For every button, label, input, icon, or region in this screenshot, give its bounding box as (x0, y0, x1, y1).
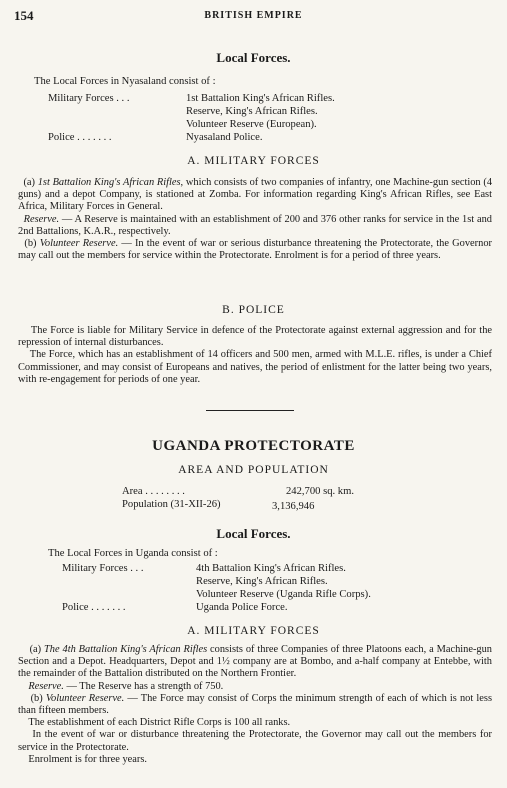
nyasaland-police-label: Police . . . . . . . (48, 132, 112, 143)
uganda-title: UGANDA PROTECTORATE (152, 438, 355, 454)
uganda-military-heading: A. MILITARY FORCES (187, 625, 320, 637)
nyasaland-police-heading: B. POLICE (222, 304, 285, 316)
uganda-police-label: Police . . . . . . . (62, 602, 126, 613)
nyasaland-military-text (18, 177, 492, 262)
para-text: — The Force may consist of Corps the minimum strength of each of which is not less than fifteen members. (18, 692, 492, 717)
nyasaland-military-item: 1st Battalion King's African Rifles. (186, 93, 335, 104)
nyasaland-police-text (18, 325, 492, 386)
para-label: (b) (30, 692, 43, 704)
uganda-military-text (18, 644, 492, 766)
police-para: The Force, which has an establishment of 14 officers and 500 men, armed with M.L.E. rifles, is under a Chief Commissioner, and may consist of Europeans and natives, the period of enlistment for the latter being two years, with re-engagement for periods of one year. (18, 349, 493, 385)
para-text: consists of three Companies of three Platoons each, a Machine-gun Section and a Depot. Headquarters, Depot and 1½ company are at Bombo, and a-half company at Entebbe, with the remainder of the Battalion distributed on the Northern Frontier. (18, 644, 493, 680)
reserve-text: — A Reserve is maintained with an establishment of 200 and 376 other ranks for service in the 1st and 2nd Battalions, K.A.R., respectively. (18, 213, 492, 237)
reserve-label: Reserve. (28, 680, 64, 692)
nyasaland-military-item: Volunteer Reserve (European). (186, 119, 317, 130)
nyasaland-military-label: Military Forces . . . (48, 93, 130, 104)
area-label: Area . . . . . . . . (122, 486, 185, 497)
para-text: Enrolment is for three years. (28, 753, 147, 765)
para-text: In the event of war or disturbance threatening the Protectorate, the Governor may call out the members for service in the Protectorate. (18, 729, 493, 753)
reserve-text: — The Reserve has a strength of 750. (63, 680, 224, 692)
para-title: The 4th Battalion King's African Rifles (44, 644, 208, 655)
uganda-military-item: Volunteer Reserve (Uganda Rifle Corps). (196, 589, 371, 600)
nyasaland-intro: The Local Forces in Nyasaland consist of : (34, 76, 216, 87)
para-title: Volunteer Reserve. (39, 238, 119, 250)
para-label: (b) (24, 238, 37, 250)
para-text: The establishment of each District Rifle Corps is 100 all ranks. (28, 717, 291, 729)
nyasaland-local-forces-heading: Local Forces. (216, 50, 291, 65)
area-value: 242,700 sq. km. (286, 486, 354, 497)
uganda-police-item: Uganda Police Force. (196, 602, 288, 613)
para-label: (a) (23, 177, 35, 188)
population-label: Population (31-XII-26) (122, 499, 221, 510)
para-title: Volunteer Reserve. (45, 692, 125, 704)
section-divider (206, 410, 294, 411)
reserve-label: Reserve. (23, 213, 60, 225)
nyasaland-police-item: Nyasaland Police. (186, 132, 263, 143)
population-value: 3,136,946 (272, 501, 315, 512)
uganda-military-item: 4th Battalion King's African Rifles. (196, 563, 346, 574)
uganda-local-forces-heading: Local Forces. (216, 526, 291, 541)
uganda-intro: The Local Forces in Uganda consist of : (48, 548, 218, 559)
running-title: BRITISH EMPIRE (204, 10, 303, 21)
uganda-military-item: Reserve, King's African Rifles. (196, 576, 328, 587)
para-text: — In the event of war or serious disturbance threatening the Protectorate, the Governor may call out the members for service within the Protectorate. Enrolment is for a period of three years. (18, 238, 492, 262)
para-label: (a) (29, 644, 42, 655)
para-title: 1st Battalion King's African Rifles (37, 177, 181, 188)
uganda-military-label: Military Forces . . . (62, 563, 144, 574)
uganda-area-heading: AREA AND POPULATION (178, 464, 329, 476)
para-text: , which consists of two companies of infantry, one Machine-gun section (4 guns) and a depot Company, is stationed at Zomba. For information regarding King's African Rifles, see East Africa, Military Forces in General. (18, 177, 493, 213)
police-para: The Force is liable for Military Service in defence of the Protectorate against external aggression and for the repression of internal disturbances. (18, 325, 493, 349)
nyasaland-military-item: Reserve, King's African Rifles. (186, 106, 318, 117)
nyasaland-military-heading: A. MILITARY FORCES (187, 155, 320, 167)
page-number: 154 (14, 8, 34, 23)
